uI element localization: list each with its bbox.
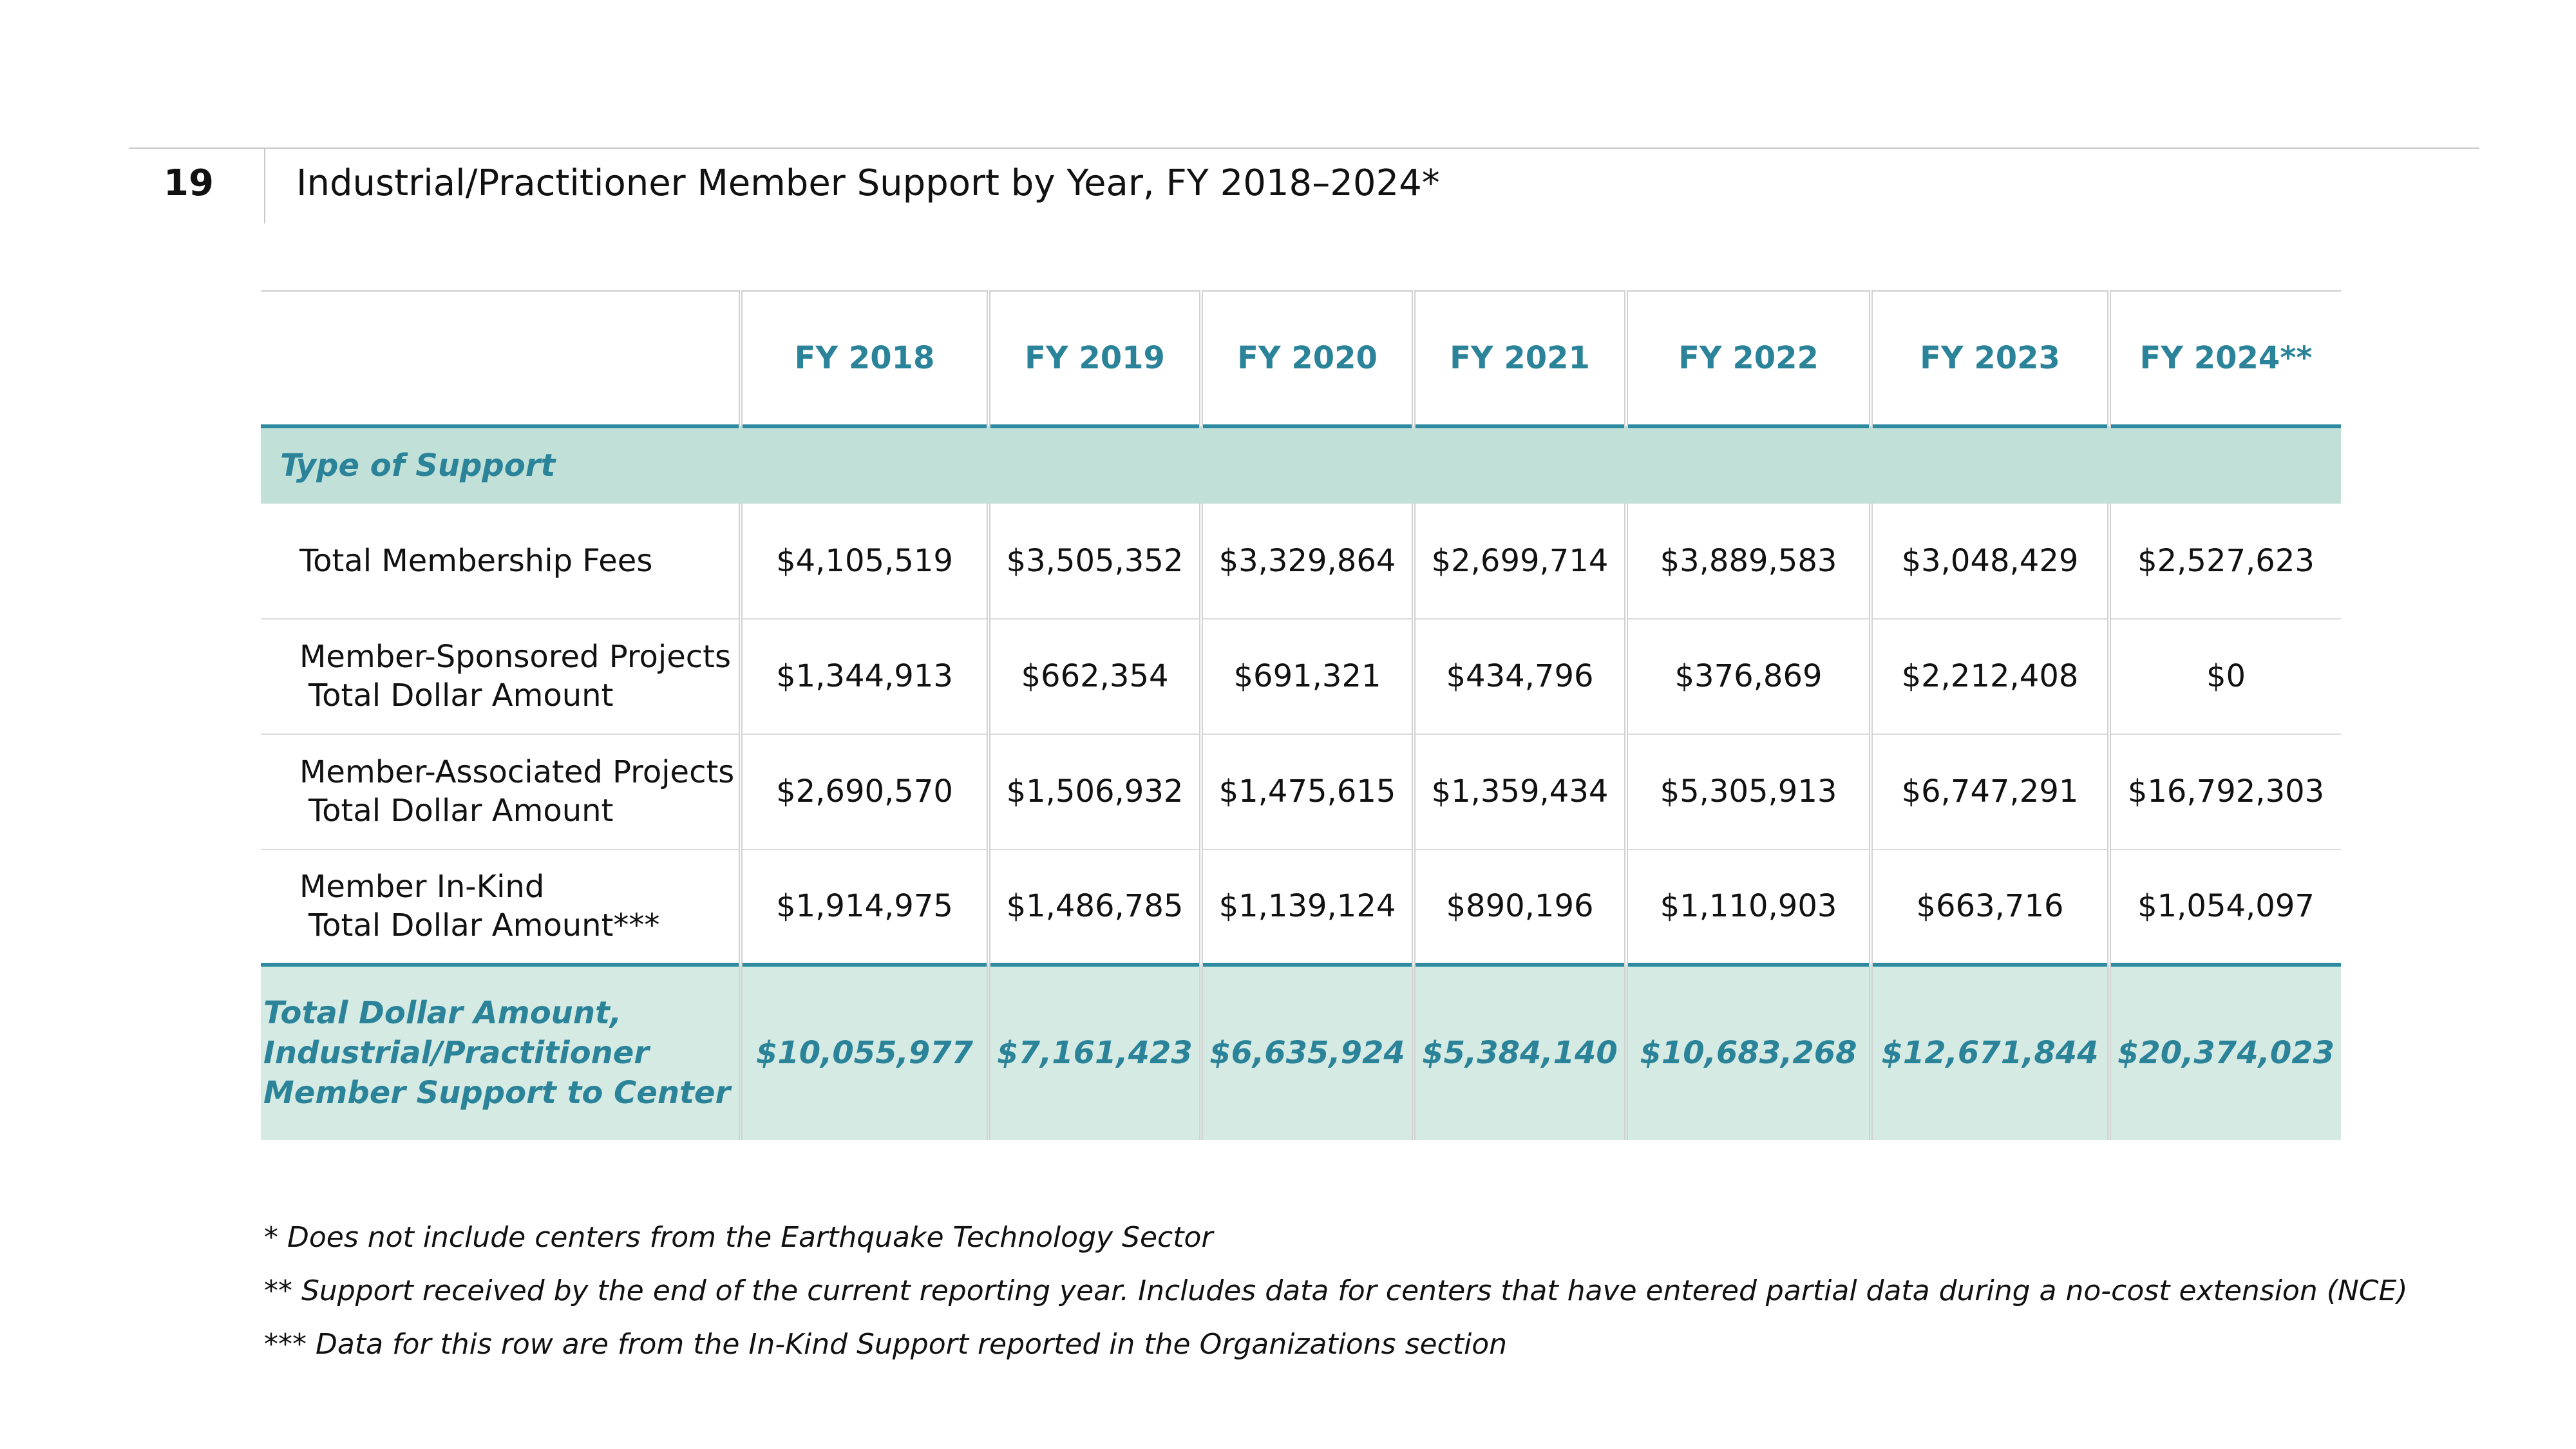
column-header: FY 2021 (1414, 291, 1626, 426)
column-header: FY 2023 (1871, 291, 2109, 426)
table-row (261, 734, 2341, 849)
table-cell: $6,747,291 (1871, 734, 2109, 849)
table-cell: $1,344,913 (741, 619, 989, 734)
row-label (261, 504, 741, 619)
row-label (261, 849, 741, 965)
table-cell: $3,048,429 (1871, 504, 2109, 619)
total-cell: $6,635,924 (1201, 965, 1414, 1140)
total-cell: $12,671,844 (1871, 965, 2109, 1140)
total-cell: $7,161,423 (989, 965, 1201, 1140)
table-cell: $663,716 (1871, 849, 2109, 965)
table-cell: $1,139,124 (1201, 849, 1414, 965)
total-label-line: Industrial/Practitioner (263, 1035, 649, 1071)
table-cell: $1,486,785 (989, 849, 1201, 965)
total-label-line: Member Support to Center (263, 1075, 731, 1111)
total-cell: $5,384,140 (1414, 965, 1626, 1140)
section-label: Type of Support (280, 448, 556, 484)
header-top-rule (129, 147, 2479, 149)
table-cell: $3,505,352 (989, 504, 1201, 619)
column-header: FY 2019 (989, 291, 1201, 426)
column-header: FY 2022 (1626, 291, 1871, 426)
row-label (261, 619, 741, 734)
total-label-line: Total Dollar Amount, (263, 995, 622, 1031)
header-corner-cell (261, 291, 741, 426)
row-label-line: Member In-Kind (299, 869, 545, 905)
total-cell: $10,055,977 (741, 965, 989, 1140)
table-cell: $1,110,903 (1626, 849, 1871, 965)
footnote: * Does not include centers from the Earthquake Technology Sector (264, 1221, 1213, 1254)
table-cell: $5,305,913 (1626, 734, 1871, 849)
table-cell: $1,506,932 (989, 734, 1201, 849)
table-cell: $2,699,714 (1414, 504, 1626, 619)
table-cell: $1,475,615 (1201, 734, 1414, 849)
row-label-line: Total Dollar Amount (308, 677, 614, 714)
table-row (261, 504, 2341, 619)
total-row (261, 965, 2341, 1140)
header-divider (264, 147, 265, 223)
column-header: FY 2018 (741, 291, 989, 426)
table-cell: $2,212,408 (1871, 619, 2109, 734)
row-label-line: Total Dollar Amount*** (308, 907, 660, 943)
column-header: FY 2020 (1201, 291, 1414, 426)
table-cell: $434,796 (1414, 619, 1626, 734)
table-cell: $890,196 (1414, 849, 1626, 965)
table-header-row (261, 291, 2341, 426)
footnote: *** Data for this row are from the In-Kind Support reported in the Organizations section (264, 1328, 1508, 1361)
table-row (261, 849, 2341, 965)
member-support-table (261, 290, 2341, 1140)
table-cell: $1,914,975 (741, 849, 989, 965)
total-cell: $10,683,268 (1626, 965, 1871, 1140)
table-cell: $1,054,097 (2109, 849, 2341, 965)
table-cell: $691,321 (1201, 619, 1414, 734)
table-cell: $3,329,864 (1201, 504, 1414, 619)
table-cell: $4,105,519 (741, 504, 989, 619)
row-label-line: Member-Sponsored Projects (299, 639, 731, 675)
row-label-line: Total Membership Fees (299, 542, 653, 579)
row-label (261, 734, 741, 849)
total-cell: $20,374,023 (2109, 965, 2341, 1140)
row-label-line: Member-Associated Projects (299, 754, 735, 790)
table-cell: $1,359,434 (1414, 734, 1626, 849)
total-row-label (261, 965, 741, 1140)
table-cell: $2,690,570 (741, 734, 989, 849)
page-title: Industrial/Practitioner Member Support by Year, FY 2018–2024* (296, 162, 1440, 204)
table-cell: $3,889,583 (1626, 504, 1871, 619)
section-header-row (261, 426, 2341, 504)
table-cell: $376,869 (1626, 619, 1871, 734)
footnote: ** Support received by the end of the current reporting year. Includes data for centers that have entered partial data during a no-cost extension (NCE) (264, 1274, 2408, 1307)
table-row (261, 619, 2341, 734)
table-cell: $2,527,623 (2109, 504, 2341, 619)
support-table-container (261, 290, 2341, 1140)
table-cell: $662,354 (989, 619, 1201, 734)
table-cell: $16,792,303 (2109, 734, 2341, 849)
footnotes (264, 1211, 2486, 1371)
column-header: FY 2024** (2109, 291, 2341, 426)
table-cell: $0 (2109, 619, 2341, 734)
page-number: 19 (164, 162, 214, 204)
row-label-line: Total Dollar Amount (308, 793, 614, 829)
